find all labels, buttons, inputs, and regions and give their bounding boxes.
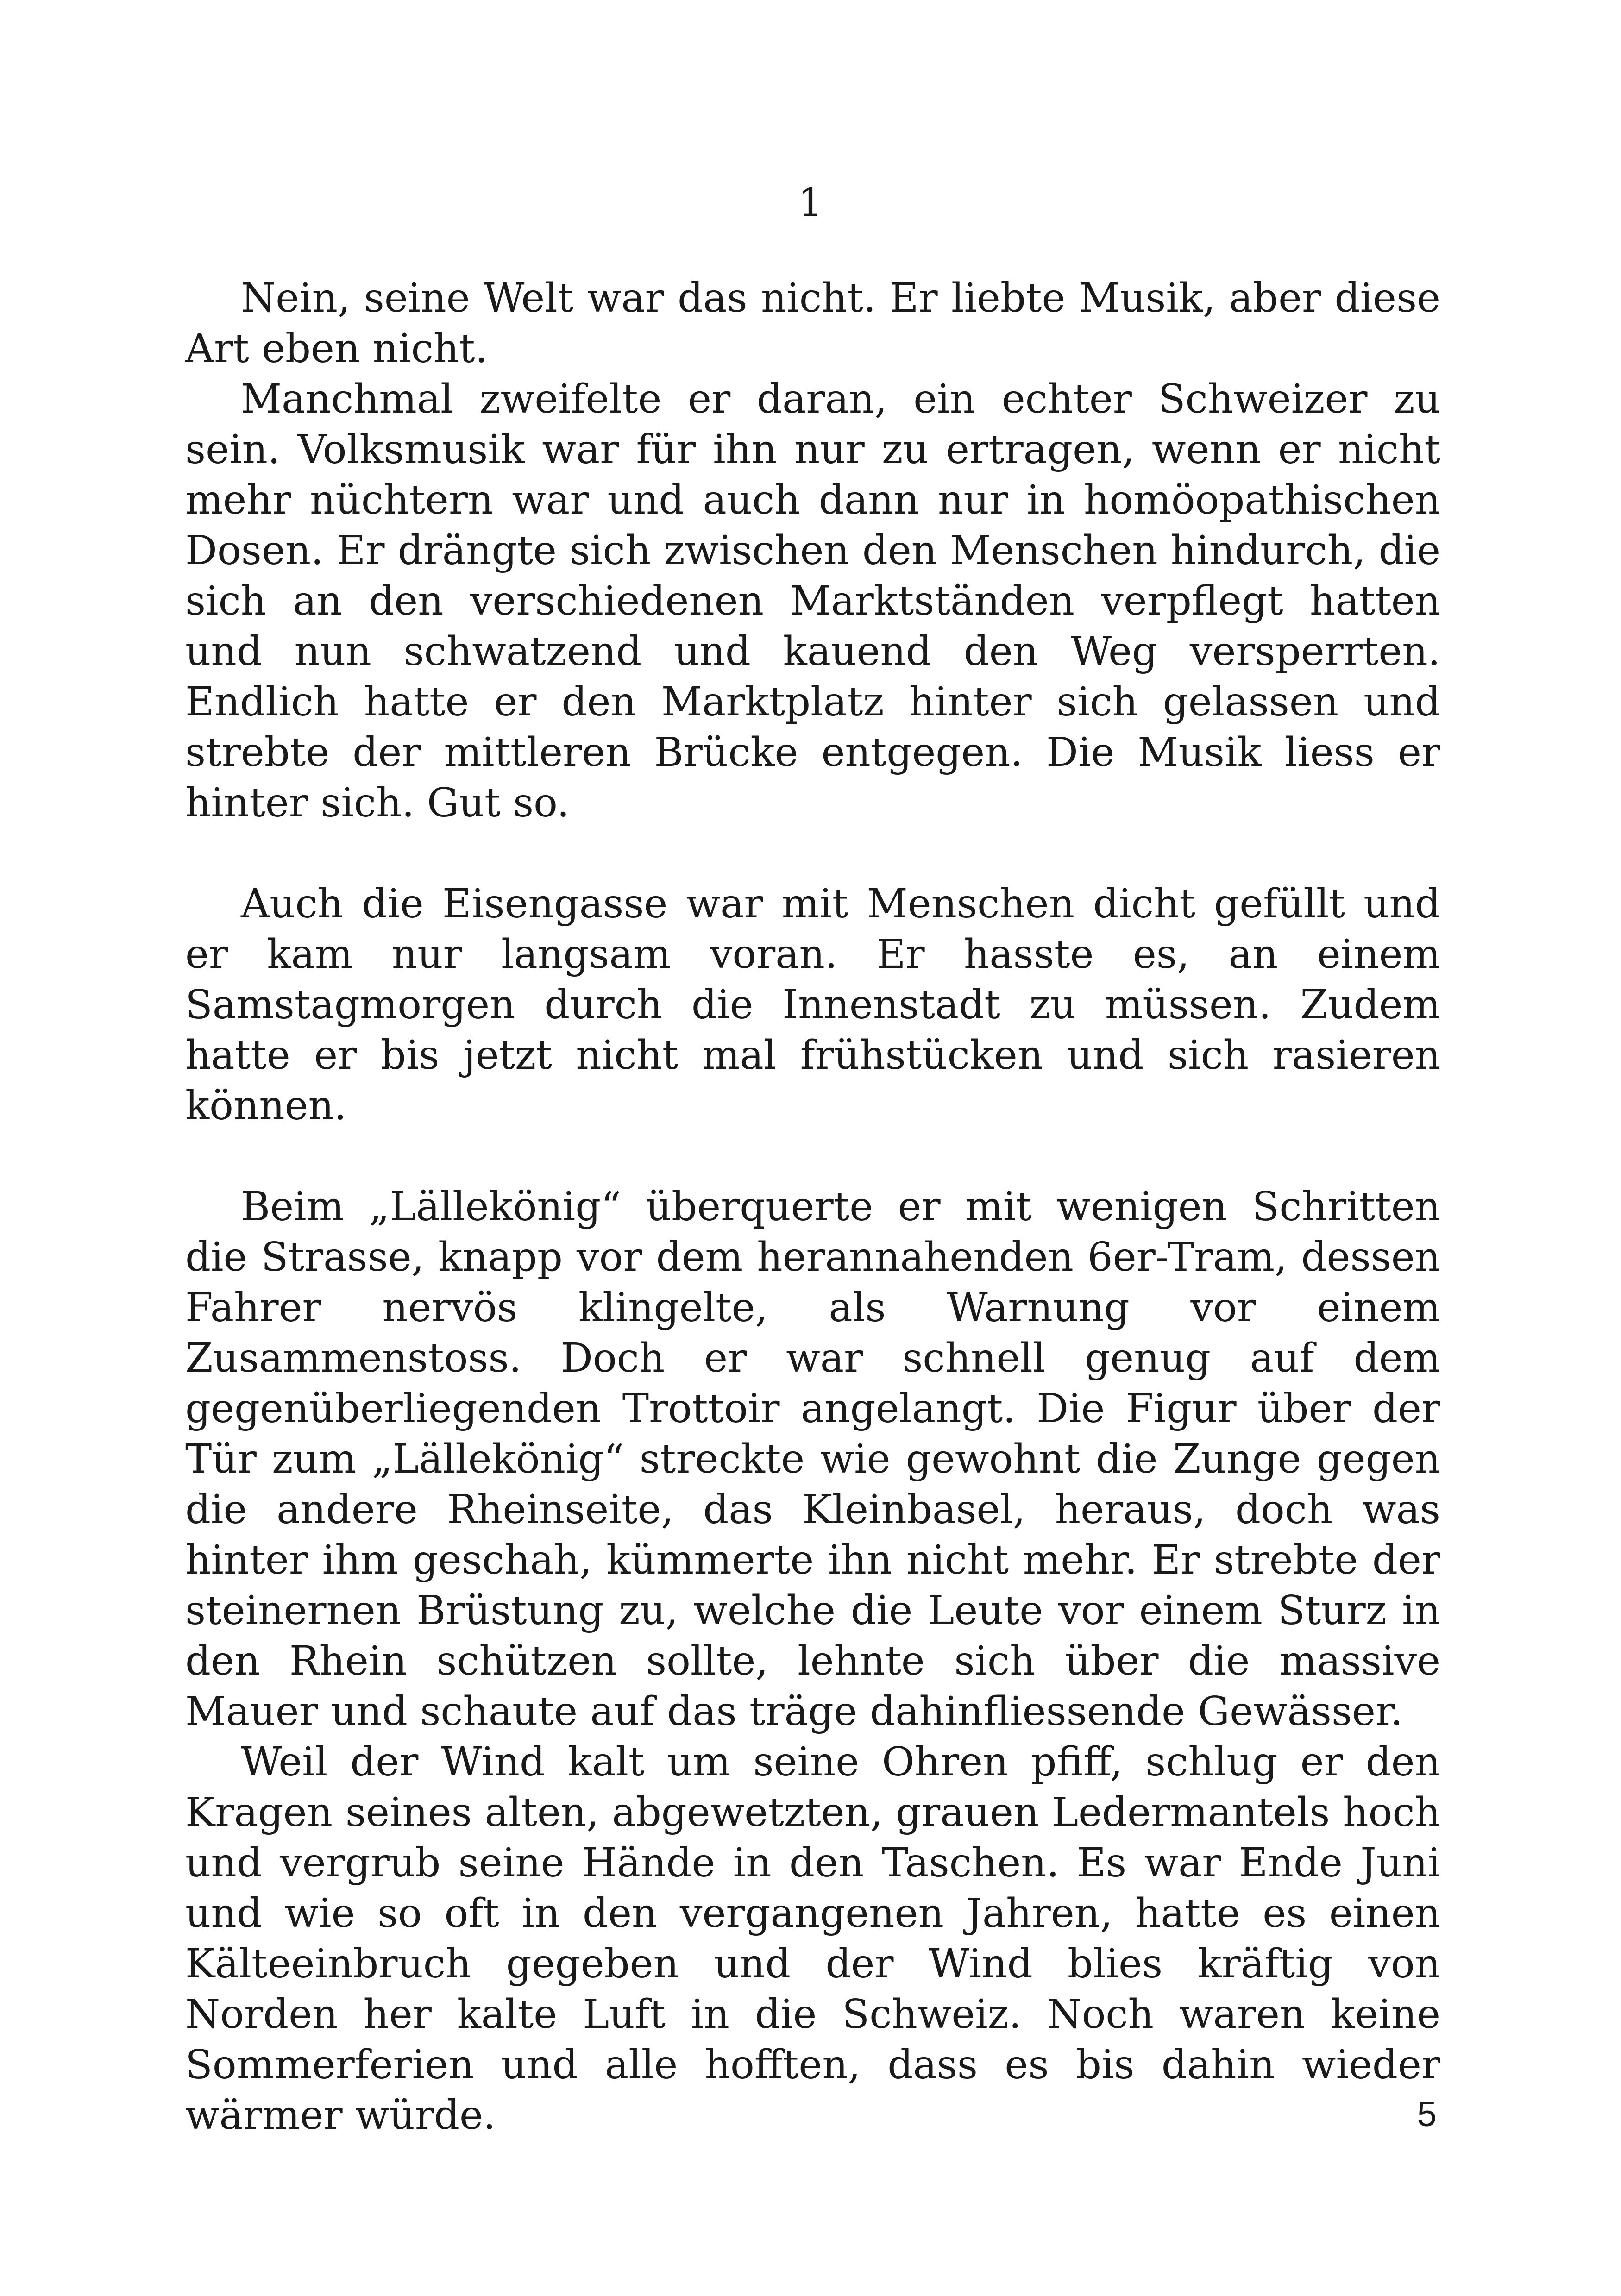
paragraph: Manchmal zweifelte er daran, ein echter Schweizer zu sein. Volksmusik war für ihn nur zu ertragen, wenn er nicht mehr nüchtern war und auch dann nur in homöopathischen Dosen. Er drängte sich zwischen den Menschen hindurch, die sich an den verschiedenen Marktständen verpflegt hatten und nun schwatzend und kauend den Weg versperrten. Endlich hatte er den Marktplatz hinter sich gelassen und strebte der mittleren Brücke entgegen. Die Musik liess er hinter sich. Gut so. bbox=[185, 376, 1440, 826]
paragraph: Nein, seine Welt war das nicht. Er liebte Musik, aber diese Art eben nicht. bbox=[185, 275, 1440, 372]
body-text bbox=[185, 273, 1440, 2141]
paragraph: Beim „Lällekönig“ überquerte er mit wenigen Schritten die Strasse, knapp vor dem herannahenden 6er-Tram, dessen Fahrer nervös klingelte, als Warnung vor einem Zusammenstoss. Doch er war schnell genug auf dem gegenüberliegenden Trottoir angelangt. Die Figur über der Tür zum „Lällekönig“ streckte wie gewohnt die Zunge gegen die andere Rheinseite, das Kleinbasel, heraus, doch was hinter ihm geschah, kümmerte ihn nicht mehr. Er strebte der steinernen Brüstung zu, welche die Leute vor einem Sturz in den Rhein schützen sollte, lehnte sich über die massive Mauer und schaute auf das träge dahinfliessende Gewässer. bbox=[185, 1184, 1440, 1735]
chapter-number: 1 bbox=[798, 180, 823, 225]
paragraph: Auch die Eisengasse war mit Menschen dicht gefüllt und er kam nur langsam voran. Er hasste es, an einem Samstagmorgen durch die Innenstadt zu müssen. Zudem hatte er bis jetzt nicht mal frühstücken und sich rasieren können. bbox=[185, 881, 1440, 1129]
page-number: 5 bbox=[1417, 2095, 1437, 2134]
paragraph: Weil der Wind kalt um seine Ohren pfiff, schlug er den Kragen seines alten, abgewetzten, grauen Ledermantels hoch und vergrub seine Hände in den Taschen. Es war Ende Juni und wie so oft in den vergangenen Jahren, hatte es einen Kälteeinbruch gegeben und der Wind blies kräftig von Norden her kalte Luft in die Schweiz. Noch waren keine Sommerferien und alle hofften, dass es bis dahin wieder wärmer würde. bbox=[185, 1739, 1440, 2139]
